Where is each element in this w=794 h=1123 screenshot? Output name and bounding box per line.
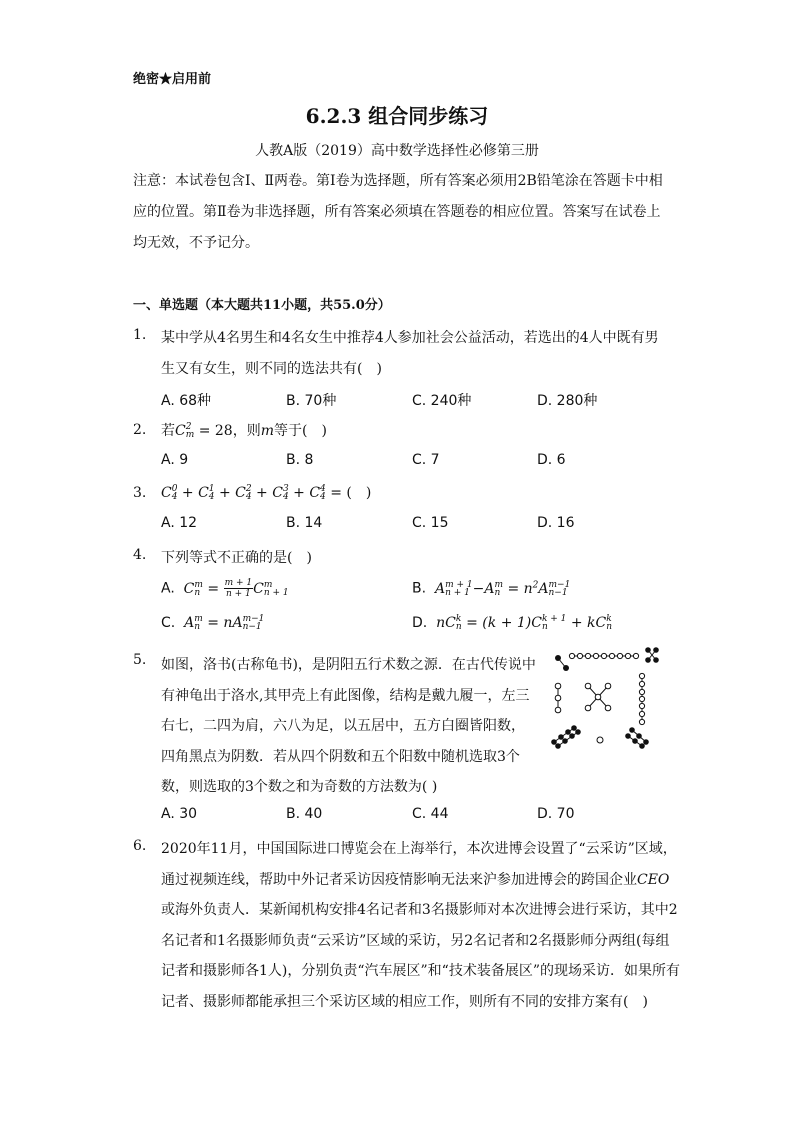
- q4-label-a: A.: [161, 580, 175, 597]
- q2-option-d: D. 6: [537, 452, 566, 468]
- question-1-line-1: 某中学从4名男生和4名女生中推荐4人参加社会公益活动，若选出的4人中既有男: [161, 330, 659, 346]
- question-3-stem: [161, 482, 371, 502]
- q4-label-b: B.: [412, 580, 427, 597]
- q4-formula-b: A m + 1 n + 1 −A m n = $n^2A$ m−1 n−1: [430, 579, 571, 598]
- q2-after: = 28，则: [198, 423, 261, 439]
- q1-option-c: C. 240种: [412, 393, 472, 409]
- question-number: 3.: [133, 485, 147, 501]
- page-title: 6.2.3 组合同步练习: [305, 104, 489, 128]
- q2-prefix: 若: [161, 423, 175, 439]
- q5-option-d: D. 70: [537, 806, 575, 822]
- q3-formula: C 0 4 + C 1 4 + C 2 4 + C 3 4 + C 4 4: [161, 484, 326, 502]
- q2-option-a: A. 9: [161, 452, 189, 468]
- secret-label: 绝密★启用前: [133, 72, 212, 87]
- q4-option-a: [161, 578, 289, 599]
- q4-label-c: C.: [161, 615, 176, 631]
- exam-notice: 注意：本试卷包含Ⅰ、Ⅱ两卷。第Ⅰ卷为选择题，所有答案必须用2B铅笔涂在答题卡中相应的位置。第Ⅱ卷为非选择题，所有答案必须填在答题卷的相应位置。答案写在试卷上均无效，不予记分。: [133, 173, 663, 251]
- question-number: 6.: [133, 838, 147, 854]
- q3-suffix: = ( ): [330, 485, 372, 501]
- q2-option-c: C. 7: [412, 452, 440, 468]
- q3-option-b: B. 14: [286, 515, 323, 531]
- q1-option-b: B. 70种: [286, 393, 337, 409]
- q6-ceo: CEO: [637, 871, 670, 888]
- q2-option-b: B. 8: [286, 452, 314, 468]
- question-number: 1.: [133, 327, 147, 343]
- q4-formula-c: A m n = nA m−1 n−1: [179, 614, 265, 632]
- question-number: 2.: [133, 422, 147, 438]
- q5-option-c: C. 44: [412, 806, 449, 822]
- section-title: 一、单选题（本大题共11小题，共55.0分）: [133, 298, 391, 313]
- q2-formula: C 2 m: [175, 422, 195, 440]
- q4-formula-a: C m n = $\frac{m + 1}{n + 1}$ C m n + 1: [179, 578, 289, 599]
- q3-option-c: C. 15: [412, 515, 449, 531]
- q1-option-d: D. 280种: [537, 393, 598, 409]
- q1-option-a: A. 68种: [161, 393, 212, 409]
- q3-option-a: A. 12: [161, 515, 198, 531]
- q4-formula-d: nC k n = (k + 1)C k + 1 n + kC k n: [431, 614, 613, 632]
- q4-option-c: [161, 615, 264, 631]
- question-6-text: [161, 834, 681, 1017]
- question-number: 5.: [133, 652, 147, 668]
- q4-option-b: [412, 580, 570, 597]
- q2-var: m: [260, 423, 274, 439]
- question-number: 4.: [133, 547, 147, 563]
- question-2-stem: [161, 420, 327, 440]
- question-1-line-2: 生又有女生，则不同的选法共有( ): [161, 361, 382, 377]
- q4-option-d: [412, 615, 612, 631]
- page-subtitle: 人教A版（2019）高中数学选择性必修第三册: [255, 143, 539, 159]
- luoshu-figure: [548, 646, 660, 756]
- q3-option-d: D. 16: [537, 515, 575, 531]
- question-4-stem: 下列等式不正确的是( ): [161, 550, 312, 566]
- q4-label-d: D.: [412, 615, 428, 631]
- question-5-text: 如图，洛书(古称龟书)，是阴阳五行术数之源．在古代传说中有神龟出于洛水,其甲壳上有此图像，结构是戴九履一，左三右七，二四为肩，六八为足，以五居中，五方白圈皆阳数，四角黑点为阴数．若从四个阴数和五个阳数中随机选取3个数，则选取的3个数之和为奇数的方法数为( ): [161, 657, 536, 795]
- q5-option-b: B. 40: [286, 806, 323, 822]
- q2-suffix: 等于( ): [274, 423, 327, 439]
- q6-text-b: 或海外负责人．某新闻机构安排4名记者和3名摄影师对本次进博会进行采访，其中2名记者和1名摄影师负责“云采访”区域的采访，另2名记者和2名摄影师分两组(每组记者和摄影师各1人)，分别负责“汽车展区”和“技术装备展区”的现场采访．如果所有记者、摄影师都能承担三个采访区域的相应工作，则所有不同的安排方案有( ): [161, 902, 680, 1010]
- q5-option-a: A. 30: [161, 806, 198, 822]
- q6-text-a: 2020年11月，中国国际进口博览会在上海举行，本次进博会设置了“云采访”区域，通过视频连线，帮助中外记者采访因疫情影响无法来沪参加进博会的跨国企业: [161, 841, 677, 888]
